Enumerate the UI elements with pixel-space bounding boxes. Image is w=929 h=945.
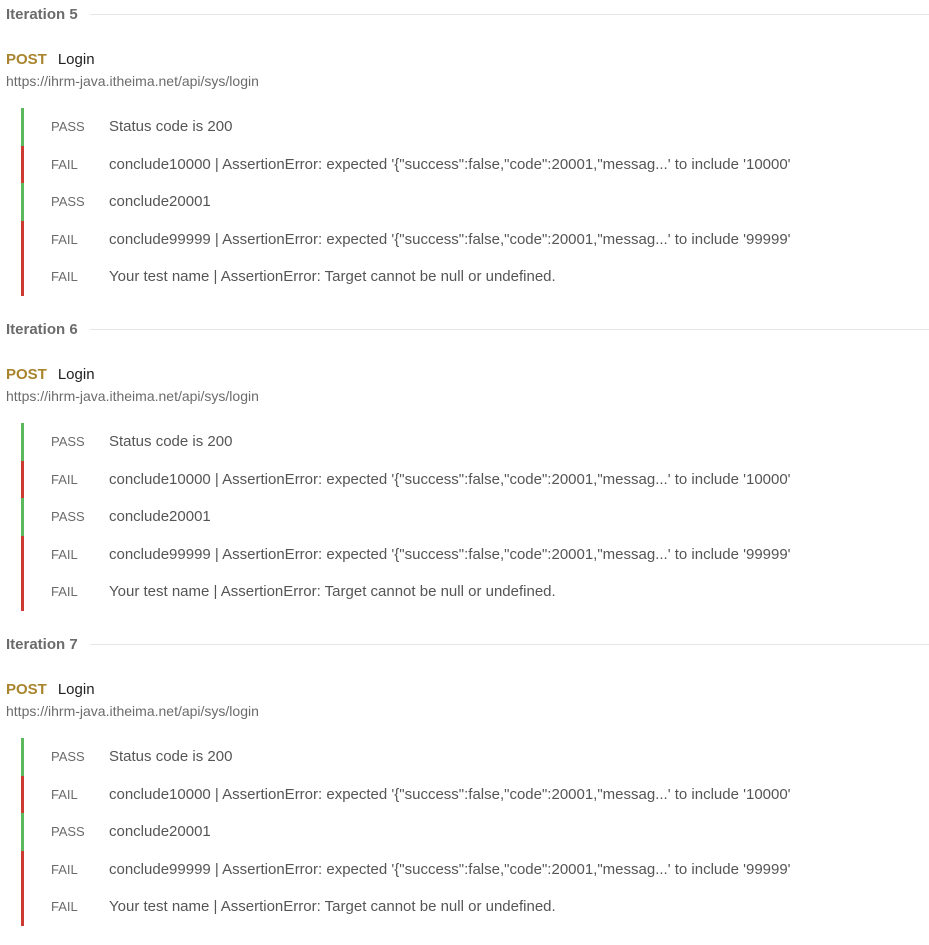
test-status-pass: PASS [51, 749, 85, 765]
test-status-pass: PASS [51, 194, 85, 210]
test-name: Your test name | AssertionError: Target cannot be null or undefined. [109, 268, 556, 286]
test-status-fail: FAIL [51, 786, 78, 802]
test-name: conclude99999 | AssertionError: expected '{"success":false,"code":20001,"messag...' to include '99999' [109, 545, 791, 563]
request-method: POST [6, 365, 47, 383]
request-name[interactable]: Login [57, 365, 95, 383]
iteration-header [6, 315, 929, 343]
test-status-fail: FAIL [51, 471, 78, 487]
test-result-row [21, 536, 929, 574]
iteration-section [0, 630, 929, 945]
test-result-row [21, 423, 929, 461]
test-result-row [21, 738, 929, 776]
test-name: conclude20001 [109, 508, 211, 526]
iteration-section [0, 315, 929, 630]
iteration-header [6, 630, 929, 658]
test-result-row [21, 146, 929, 184]
test-result-row [21, 851, 929, 889]
test-name: Your test name | AssertionError: Target cannot be null or undefined. [109, 583, 556, 601]
test-result-row [21, 183, 929, 221]
test-name: Status code is 200 [109, 433, 233, 451]
iteration-title: Iteration 7 [6, 635, 78, 653]
test-name: conclude10000 | AssertionError: expected '{"success":false,"code":20001,"messag...' to include '10000' [109, 785, 791, 803]
test-name: Your test name | AssertionError: Target cannot be null or undefined. [109, 898, 556, 916]
request-line[interactable] [6, 678, 929, 700]
test-result-row [21, 776, 929, 814]
test-result-row [21, 221, 929, 259]
test-status-fail: FAIL [51, 546, 78, 562]
iteration-section [0, 0, 929, 315]
request-name[interactable]: Login [57, 50, 95, 68]
test-name: conclude20001 [109, 193, 211, 211]
test-result-row [21, 258, 929, 296]
request-url: https://ihrm-java.itheima.net/api/sys/login [6, 73, 259, 89]
test-status-pass: PASS [51, 119, 85, 135]
test-results-list [21, 108, 929, 296]
iteration-header [6, 0, 929, 28]
test-name: conclude10000 | AssertionError: expected '{"success":false,"code":20001,"messag...' to include '10000' [109, 470, 791, 488]
test-result-row [21, 888, 929, 926]
divider [90, 14, 929, 15]
test-result-row [21, 461, 929, 499]
test-status-pass: PASS [51, 434, 85, 450]
test-status-pass: PASS [51, 824, 85, 840]
request-line[interactable] [6, 48, 929, 70]
test-status-fail: FAIL [51, 584, 78, 600]
request-url: https://ihrm-java.itheima.net/api/sys/login [6, 388, 259, 404]
divider [90, 329, 929, 330]
test-name: conclude10000 | AssertionError: expected '{"success":false,"code":20001,"messag...' to include '10000' [109, 155, 791, 173]
test-status-fail: FAIL [51, 899, 78, 915]
iteration-title: Iteration 5 [6, 5, 78, 23]
test-status-pass: PASS [51, 509, 85, 525]
test-status-fail: FAIL [51, 861, 78, 877]
test-result-row [21, 108, 929, 146]
test-name: Status code is 200 [109, 748, 233, 766]
test-result-row [21, 573, 929, 611]
test-results-list [21, 738, 929, 926]
test-name: conclude99999 | AssertionError: expected '{"success":false,"code":20001,"messag...' to include '99999' [109, 860, 791, 878]
test-name: Status code is 200 [109, 118, 233, 136]
request-line[interactable] [6, 363, 929, 385]
divider [90, 644, 929, 645]
request-method: POST [6, 680, 47, 698]
test-status-fail: FAIL [51, 231, 78, 247]
test-status-fail: FAIL [51, 269, 78, 285]
request-name[interactable]: Login [57, 680, 95, 698]
request-method: POST [6, 50, 47, 68]
test-status-fail: FAIL [51, 156, 78, 172]
test-results-list [21, 423, 929, 611]
test-result-row [21, 498, 929, 536]
test-result-row [21, 813, 929, 851]
test-name: conclude99999 | AssertionError: expected '{"success":false,"code":20001,"messag...' to include '99999' [109, 230, 791, 248]
iteration-title: Iteration 6 [6, 320, 78, 338]
request-url: https://ihrm-java.itheima.net/api/sys/login [6, 703, 259, 719]
test-name: conclude20001 [109, 823, 211, 841]
